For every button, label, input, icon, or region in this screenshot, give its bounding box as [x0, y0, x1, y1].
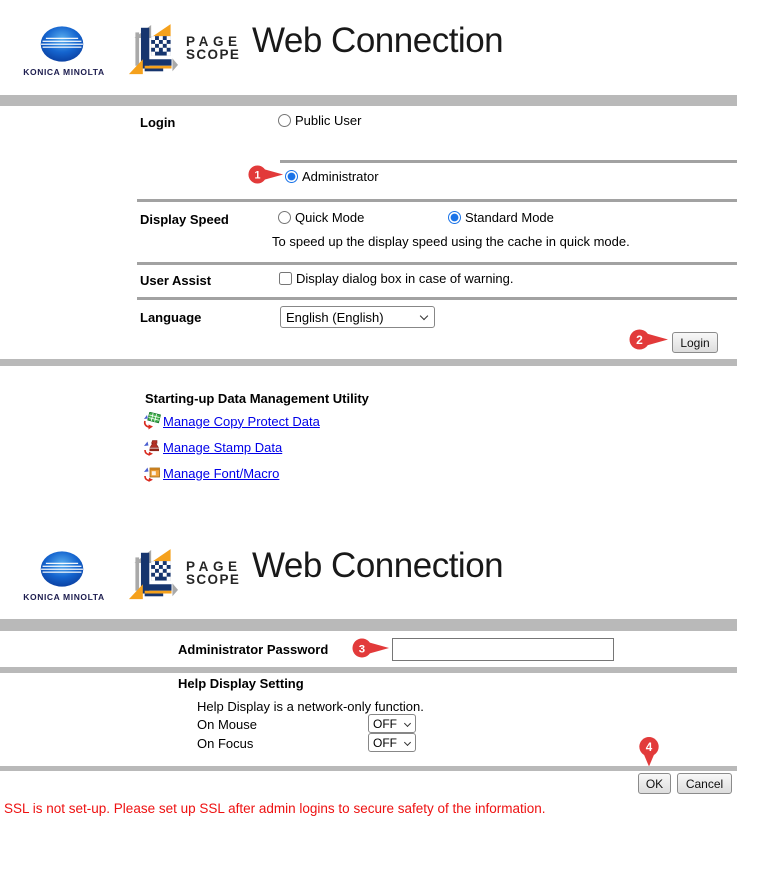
annotation-badge-2	[628, 329, 670, 350]
pagescope-wordmark	[186, 560, 252, 586]
ssl-warning-text: SSL is not set-up. Please set up SSL after admin logins to secure safety of the information.	[4, 801, 546, 816]
warning-dialog-checkbox[interactable]	[279, 272, 292, 285]
manage-font-macro-link[interactable]: Manage Font/Macro	[163, 465, 280, 481]
annotation-badge-2-number: 2	[636, 333, 643, 347]
administrator-radio[interactable]	[285, 170, 298, 183]
utility-link-row	[143, 412, 320, 430]
warning-dialog-checkbox-item[interactable]	[279, 271, 514, 286]
annotation-badge-3	[352, 637, 390, 659]
public-user-radio-label: Public User	[295, 113, 362, 128]
display-speed-note: To speed up the display speed using the cache in quick mode.	[272, 234, 630, 249]
pagescope-icon	[128, 548, 178, 602]
pagescope-header-password	[0, 540, 560, 618]
konica-minolta-wordmark: KONICA MINOLTA	[23, 67, 105, 77]
quick-mode-radio[interactable]	[278, 211, 291, 224]
cancel-button[interactable]: Cancel	[677, 773, 732, 794]
warning-dialog-checkbox-label: Display dialog box in case of warning.	[296, 271, 514, 286]
on-focus-select[interactable]	[369, 734, 415, 751]
separator	[137, 199, 737, 202]
pagescope-word-page: PAGE	[186, 559, 242, 574]
footer-divider-bar	[0, 766, 737, 771]
separator	[280, 160, 737, 163]
utility-link-row	[143, 464, 279, 482]
product-name: Web Connection	[252, 546, 504, 585]
konica-minolta-globe-logo	[40, 25, 84, 63]
konica-minolta-wordmark: KONICA MINOLTA	[23, 592, 105, 602]
annotation-badge-4-number: 4	[645, 741, 653, 755]
product-name: Web Connection	[252, 21, 504, 60]
manage-stamp-link[interactable]: Manage Stamp Data	[163, 439, 283, 455]
login-label: Login	[140, 115, 176, 130]
konica-minolta-globe-logo	[40, 550, 84, 588]
help-display-note: Help Display is a network-only function.	[197, 699, 424, 714]
administrator-password-input[interactable]	[392, 638, 614, 661]
standard-mode-radio[interactable]	[448, 211, 461, 224]
annotation-badge-3-number: 3	[358, 643, 366, 656]
header-divider-bar	[0, 619, 737, 631]
help-display-heading: Help Display Setting	[178, 676, 304, 691]
language-select[interactable]	[281, 307, 434, 327]
language-select-wrapper	[280, 306, 435, 328]
section-divider-bar	[0, 359, 737, 366]
standard-mode-radio-item[interactable]	[448, 210, 554, 225]
utility-link-row	[143, 438, 282, 456]
administrator-password-label: Administrator Password	[178, 642, 329, 657]
separator	[137, 262, 737, 265]
pagescope-wordmark	[186, 35, 252, 61]
section-divider-bar	[0, 667, 737, 673]
separator	[137, 297, 737, 300]
public-user-radio[interactable]	[278, 114, 291, 127]
annotation-badge-4	[638, 737, 660, 767]
stamp-icon	[143, 438, 161, 456]
on-focus-select-wrapper	[368, 733, 416, 752]
pagescope-word-scope: SCOPE	[186, 47, 241, 62]
quick-mode-radio-item[interactable]	[278, 210, 364, 225]
display-speed-label: Display Speed	[140, 212, 229, 227]
font-macro-icon	[143, 464, 161, 482]
on-focus-label: On Focus	[197, 736, 254, 751]
pagescope-header-login	[0, 15, 560, 93]
public-user-radio-item[interactable]	[278, 113, 361, 128]
pagescope-word-scope: SCOPE	[186, 572, 241, 587]
on-mouse-label: On Mouse	[197, 717, 257, 732]
pagescope-icon	[128, 23, 178, 77]
user-assist-label: User Assist	[140, 273, 212, 288]
utility-heading: Starting-up Data Management Utility	[145, 391, 369, 406]
on-mouse-select-wrapper	[368, 714, 416, 733]
annotation-badge-1-number: 1	[254, 169, 261, 182]
ok-button[interactable]: OK	[638, 773, 671, 794]
header-divider-bar	[0, 95, 737, 106]
quick-mode-radio-label: Quick Mode	[295, 210, 365, 225]
manage-copy-protect-link[interactable]: Manage Copy Protect Data	[163, 413, 320, 429]
standard-mode-radio-label: Standard Mode	[465, 210, 554, 225]
pagescope-word-page: PAGE	[186, 34, 242, 49]
copy-protect-icon	[143, 412, 161, 430]
language-label: Language	[140, 310, 202, 325]
administrator-radio-item[interactable]	[285, 169, 379, 184]
on-mouse-select[interactable]	[369, 715, 415, 732]
annotation-badge-1	[248, 164, 284, 185]
administrator-radio-label: Administrator	[302, 169, 379, 184]
login-button[interactable]: Login	[672, 332, 718, 353]
